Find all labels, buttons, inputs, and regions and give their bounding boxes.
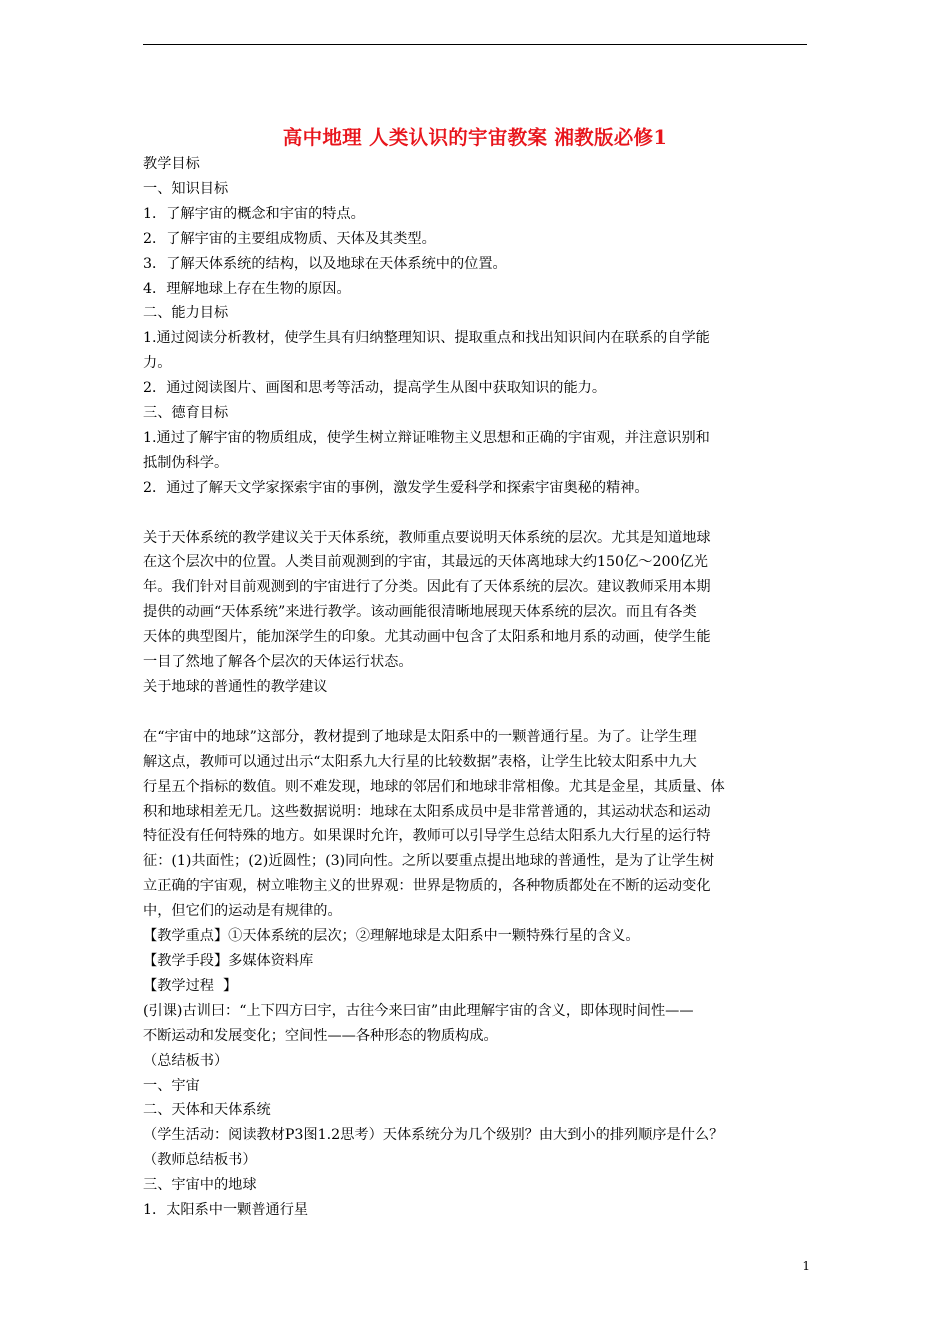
text-line: 关于天体系统的教学建议关于天体系统，教师重点要说明天体系统的层次。尤其是知道地球 [143, 529, 711, 546]
text-line: 1．了解宇宙的概念和宇宙的特点。 [143, 205, 365, 222]
text-line: 积和地球相差无几。这些数据说明：地球在太阳系成员中是非常普通的，其运动状态和运动 [143, 803, 711, 820]
text-line: 解这点，教师可以通过出示“太阳系九大行星的比较数据”表格，让学生比较太阳系中九大 [143, 753, 697, 770]
header-rule [143, 44, 807, 45]
text-line: 1.通过了解宇宙的物质组成，使学生树立辩证唯物主义思想和正确的宇宙观，并注意识别和 [143, 429, 710, 446]
text-line: 一、宇宙 [143, 1077, 200, 1094]
text-line: 在这个层次中的位置。人类目前观测到的宇宙，其最远的天体离地球大约150亿～200亿光 [143, 554, 708, 571]
document-body [143, 152, 811, 1223]
text-line: 天体的典型图片，能加深学生的印象。尤其动画中包含了太阳系和地月系的动画，使学生能 [143, 629, 711, 646]
text-line: 在“宇宙中的地球”这部分，教材提到了地球是太阳系中的一颗普通行星。为了。让学生理 [143, 728, 697, 745]
text-line: 【教学重点】①天体系统的层次；②理解地球是太阳系中一颗特殊行星的含义。 [143, 928, 640, 945]
text-line: (引课)古训曰：“上下四方曰宇，古往今来曰宙”由此理解宇宙的含义，即体现时间性—— [143, 1002, 694, 1019]
text-line: （教师总结板书） [143, 1152, 257, 1169]
text-line: 4．理解地球上存在生物的原因。 [143, 280, 351, 297]
text-line: 二、能力目标 [143, 305, 229, 322]
text-line: 【教学过程 】 [143, 977, 238, 994]
text-line: 征：(1)共面性；(2)近圆性；(3)同向性。之所以要重点提出地球的普通性，是为了让学生树 [143, 853, 715, 870]
text-line: 不断运动和发展变化；空间性——各种形态的物质构成。 [143, 1027, 498, 1044]
text-line: （学生活动：阅读教材P3图1.2思考）天体系统分为几个级别？由大到小的排列顺序是什么？ [143, 1127, 724, 1144]
text-line: 立正确的宇宙观，树立唯物主义的世界观：世界是物质的，各种物质都处在不断的运动变化 [143, 878, 711, 895]
blank-line [143, 501, 811, 526]
text-line: （总结板书） [143, 1052, 229, 1069]
text-line: 关于地球的普通性的教学建议 [143, 679, 328, 696]
text-line: 力。 [143, 355, 172, 372]
text-line: 2．通过了解天文学家探索宇宙的事例，激发学生爱科学和探索宇宙奥秘的精神。 [143, 479, 649, 496]
text-line: 三、宇宙中的地球 [143, 1177, 257, 1194]
document-title: 高中地理 人类认识的宇宙教案 湘教版必修1 [282, 126, 668, 149]
text-line: 教学目标 [143, 156, 200, 172]
text-line: 年。我们针对目前观测到的宇宙进行了分类。因此有了天体系统的层次。建议教师采用本期 [143, 579, 711, 596]
text-line: 一目了然地了解各个层次的天体运行状态。 [143, 654, 413, 671]
text-line: 【教学手段】多媒体资料库 [143, 952, 314, 969]
text-line: 3．了解天体系统的结构，以及地球在天体系统中的位置。 [143, 255, 507, 272]
text-line: 特征没有任何特殊的地方。如果课时允许，教师可以引导学生总结太阳系九大行星的运行特 [143, 828, 711, 845]
text-line: 三、德育目标 [143, 405, 229, 422]
blank-line [143, 700, 811, 725]
text-line: 二、天体和天体系统 [143, 1102, 271, 1119]
text-line: 抵制伪科学。 [143, 454, 229, 471]
text-line: 中，但它们的运动是有规律的。 [143, 903, 342, 920]
text-line: 1.通过阅读分析教材，使学生具有归纳整理知识、提取重点和找出知识间内在联系的自学能 [143, 330, 710, 347]
page-number: 1 [802, 1259, 810, 1273]
text-line: 提供的动画“天体系统”来进行教学。该动画能很清晰地展现天体系统的层次。而且有各类 [143, 604, 697, 621]
text-line: 一、知识目标 [143, 180, 229, 197]
text-line: 2．通过阅读图片、画图和思考等活动，提高学生从图中获取知识的能力。 [143, 380, 607, 397]
text-line: 2．了解宇宙的主要组成物质、天体及其类型。 [143, 230, 436, 247]
text-line: 1．太阳系中一颗普通行星 [143, 1202, 309, 1219]
text-line: 行星五个指标的数值。则不难发现，地球的邻居们和地球非常相像。尤其是金星，其质量、体 [143, 778, 725, 795]
